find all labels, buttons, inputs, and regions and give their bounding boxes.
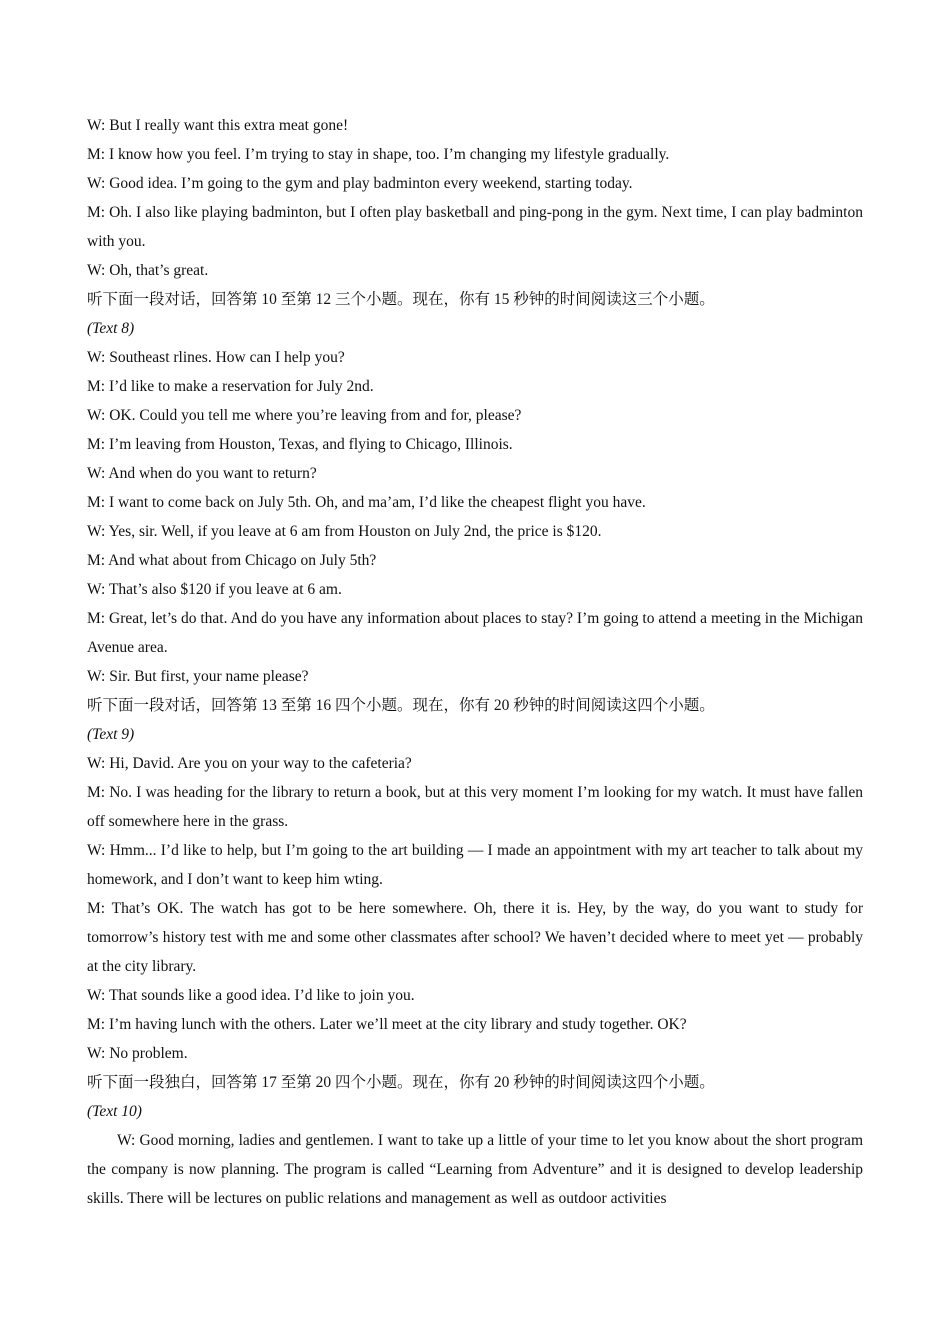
dialogue-line: W: That’s also $120 if you leave at 6 am. xyxy=(87,581,342,598)
dialogue-line: W: But I really want this extra meat gone! xyxy=(87,117,349,134)
dialogue-line: M: I’m leaving from Houston, Texas, and flying to Chicago, Illinois. xyxy=(87,436,513,453)
section-heading: (Text 9) xyxy=(87,726,135,743)
document-page xyxy=(87,111,863,1213)
section-heading: (Text 8) xyxy=(87,320,135,337)
dialogue-line: W: That sounds like a good idea. I’d like to join you. xyxy=(87,987,415,1004)
dialogue-line: W: Hi, David. Are you on your way to the cafeteria? xyxy=(87,755,412,772)
dialogue-line: W: Southeast rlines. How can I help you? xyxy=(87,349,345,366)
dialogue-line: W: Yes, sir. Well, if you leave at 6 am from Houston on July 2nd, the price is $120. xyxy=(87,523,602,540)
dialogue-line: W: OK. Could you tell me where you’re leaving from and for, please? xyxy=(87,407,522,424)
dialogue-line: W: Good idea. I’m going to the gym and play badminton every weekend, starting today. xyxy=(87,175,633,192)
dialogue-line: W: Sir. But first, your name please? xyxy=(87,668,309,685)
dialogue-line: W: No problem. xyxy=(87,1045,188,1062)
dialogue-line: W: And when do you want to return? xyxy=(87,465,317,482)
dialogue-line: M: Oh. I also like playing badminton, but I often play basketball and ping-pong in the gym. Next time, I can play badminton with you. xyxy=(87,204,863,250)
instruction-line: 听下面一段对话，回答第 13 至第 16 四个小题。现在，你有 20 秒钟的时间阅读这四个小题。 xyxy=(87,697,715,714)
dialogue-line: M: I’d like to make a reservation for July 2nd. xyxy=(87,378,374,395)
dialogue-line: M: I want to come back on July 5th. Oh, and ma’am, I’d like the cheapest flight you have. xyxy=(87,494,646,511)
dialogue-line: M: That’s OK. The watch has got to be here somewhere. Oh, there it is. Hey, by the way, do you want to study for tomorrow’s history test with me and some other classmates after school? We haven’t decided where to meet yet — probably at the city library. xyxy=(87,900,863,975)
dialogue-line: W: Hmm... I’d like to help, but I’m going to the art building — I made an appointment with my art teacher to talk about my homework, and I don’t want to keep him wting. xyxy=(87,842,863,888)
instruction-line: 听下面一段独白，回答第 17 至第 20 四个小题。现在，你有 20 秒钟的时间阅读这四个小题。 xyxy=(87,1074,715,1091)
dialogue-line: M: I’m having lunch with the others. Later we’ll meet at the city library and study together. OK? xyxy=(87,1016,687,1033)
dialogue-line: W: Oh, that’s great. xyxy=(87,262,209,279)
instruction-line: 听下面一段对话，回答第 10 至第 12 三个小题。现在，你有 15 秒钟的时间阅读这三个小题。 xyxy=(87,291,715,308)
section-heading: (Text 10) xyxy=(87,1103,142,1120)
monologue-paragraph: W: Good morning, ladies and gentlemen. I want to take up a little of your time to let you know about the short program the company is now planning. The program is called “Learning from Adventure” and it is designed to develop leadership skills. There will be lectures on public relations and management as well as outdoor activities xyxy=(87,1132,863,1207)
dialogue-line: M: Great, let’s do that. And do you have any information about places to stay? I’m going to attend a meeting in the Michigan Avenue area. xyxy=(87,610,863,656)
dialogue-line: M: No. I was heading for the library to return a book, but at this very moment I’m looking for my watch. It must have fallen off somewhere here in the grass. xyxy=(87,784,863,830)
dialogue-line: M: I know how you feel. I’m trying to stay in shape, too. I’m changing my lifestyle gradually. xyxy=(87,146,670,163)
dialogue-line: M: And what about from Chicago on July 5th? xyxy=(87,552,377,569)
